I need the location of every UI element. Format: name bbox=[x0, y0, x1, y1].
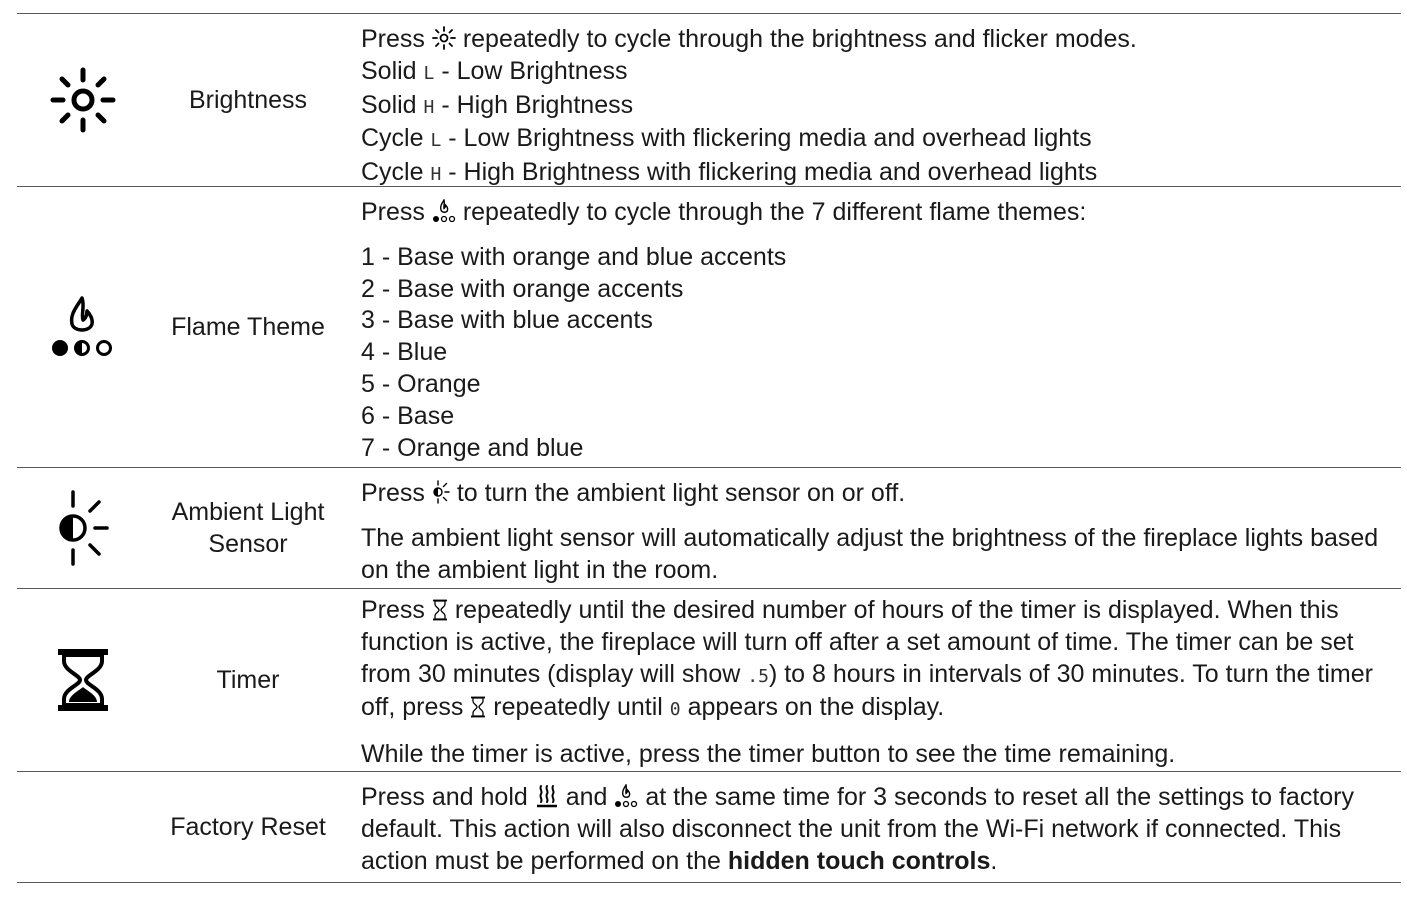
brightness-mode: Cycle L - Low Brightness with flickering media and overhead lights bbox=[361, 124, 1092, 153]
ambient-light-sensor-row bbox=[17, 467, 1401, 588]
brightness-mode: Solid L - Low Brightness bbox=[361, 56, 628, 85]
hourglass-icon bbox=[56, 647, 110, 713]
flame-theme-item: 1 - Base with orange and blue accents bbox=[361, 242, 787, 271]
flame-theme-icon bbox=[50, 294, 116, 360]
ambient-light-sensor-label: Ambient Light Sensor bbox=[171, 498, 325, 558]
hourglass-inline-icon bbox=[432, 599, 448, 621]
ambient-light-sensor-icon bbox=[53, 490, 113, 566]
flame-theme-description: Press repeatedly to cycle through the 7 different flame themes: 1 - Base with orange and blue accents 2 - Base with orange accents 3 - Base with blue accents 4 - Blue 5 - Orange 6 - Base 7 - Orange and blue bbox=[347, 187, 1401, 467]
flame-theme-item: 7 - Orange and blue bbox=[361, 433, 584, 462]
timer-row bbox=[17, 588, 1401, 771]
factory-reset-row bbox=[17, 771, 1401, 883]
controls-table bbox=[17, 13, 1401, 883]
flame-theme-item: 4 - Blue bbox=[361, 338, 448, 367]
brightness-label: Brightness bbox=[188, 86, 308, 114]
flame-theme-item: 3 - Base with blue accents bbox=[361, 306, 653, 335]
factory-reset-icon-cell bbox=[17, 772, 149, 882]
flame-theme-icon-cell bbox=[17, 187, 149, 467]
timer-label: Timer bbox=[216, 666, 280, 694]
ambient-light-sensor-description: Press to turn the ambient light sensor on or off. The ambient light sensor will automatically adjust the brightness of the fireplace lights based on the ambient light in the room. bbox=[347, 468, 1401, 588]
brightness-row bbox=[17, 13, 1401, 186]
heat-inline-icon bbox=[535, 784, 559, 808]
flame-theme-item: 2 - Base with orange accents bbox=[361, 274, 684, 303]
ambient-light-sensor-note: The ambient light sensor will automatically adjust the brightness of the fireplace lights based on the ambient light in the room. bbox=[361, 523, 1379, 584]
timer-note: While the timer is active, press the timer button to see the time remaining. bbox=[361, 740, 1176, 769]
brightness-inline-icon bbox=[432, 26, 456, 50]
ambient-light-icon-cell bbox=[17, 468, 149, 588]
factory-reset-description: Press and hold and at the same time for 3 seconds to reset all the settings to factory default. This action will also disconnect the unit from the Wi-Fi network if connected. This action must be performed on the hidden touch controls. bbox=[361, 783, 1354, 875]
timer-icon-cell bbox=[17, 589, 149, 771]
flame-inline-icon bbox=[432, 199, 456, 223]
brightness-icon-cell bbox=[17, 14, 149, 186]
flame-theme-label: Flame Theme bbox=[171, 313, 325, 341]
hidden-touch-controls-text: hidden touch controls bbox=[727, 846, 991, 875]
brightness-mode: Solid H - High Brightness bbox=[361, 90, 634, 119]
flame-theme-item: 5 - Orange bbox=[361, 369, 481, 398]
hourglass-inline-icon bbox=[470, 696, 486, 718]
flame-inline-icon bbox=[614, 784, 638, 808]
brightness-icon bbox=[48, 65, 118, 135]
ambient-light-inline-icon bbox=[432, 480, 450, 504]
brightness-description: Press repeatedly to cycle through the brightness and flicker modes. Solid L - Low Brightness Solid H - High Brightness Cycle L - Low Brightness with flickering media and overhead lights Cycle H - High Brightness with flickering media and overhead lights bbox=[347, 14, 1401, 186]
flame-theme-item: 6 - Base bbox=[361, 401, 455, 430]
timer-description: Press repeatedly until the desired number of hours of the timer is displayed. When this function is active, the fireplace will turn off after a set amount of time. The timer can be set from 30 minutes (display will show .5) to 8 hours in intervals of 30 minutes. To turn the timer off, press repeatedly until 0 appears on the display. While the timer is active, press the timer button to see the time remaining. bbox=[347, 589, 1401, 771]
brightness-mode: Cycle H - High Brightness with flickering media and overhead lights bbox=[361, 158, 1098, 187]
flame-theme-row bbox=[17, 186, 1401, 467]
factory-reset-label: Factory Reset bbox=[170, 813, 326, 841]
